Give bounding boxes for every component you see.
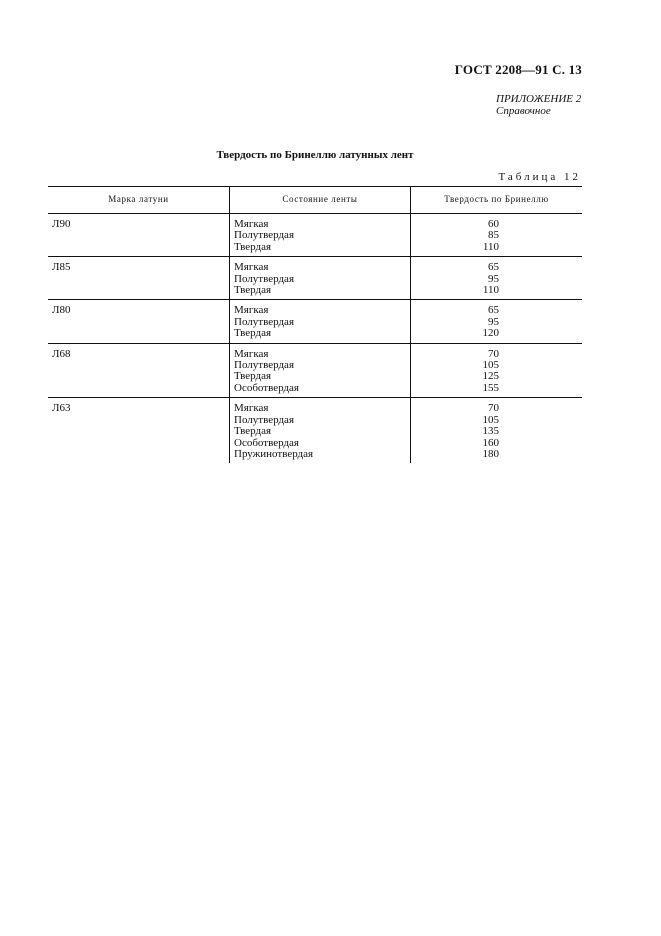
state-label: Полутвердая <box>234 229 295 242</box>
column-header-hardness: Твердость по Бринеллю <box>411 187 583 214</box>
hardness-value: 120 <box>482 327 499 340</box>
table-row <box>48 257 582 300</box>
hardness-value: 70 <box>488 402 499 415</box>
state-label: Пружинотвердая <box>234 447 314 460</box>
state-label: Мягкая <box>234 347 269 360</box>
state-label: Мягкая <box>234 261 269 274</box>
cell-grade: Л68 <box>48 343 230 398</box>
table-body <box>48 214 582 464</box>
page-header: ГОСТ 2208—91 С. 13 <box>454 62 582 77</box>
cell-hardness <box>411 257 583 300</box>
cell-hardness <box>411 398 583 464</box>
state-label: Мягкая <box>234 218 269 230</box>
appendix-label <box>496 93 581 117</box>
hardness-value: 95 <box>488 315 499 328</box>
state-label: Особотвердая <box>234 436 299 449</box>
appendix-subtitle: Справочное <box>496 105 551 117</box>
table-title: Твердость по Бринеллю латунных лент <box>216 149 414 161</box>
hardness-value: 95 <box>488 272 499 285</box>
cell-states <box>230 300 411 343</box>
table-header-row <box>48 187 582 214</box>
appendix-title: ПРИЛОЖЕНИЕ 2 <box>496 93 582 105</box>
hardness-value: 155 <box>482 381 499 394</box>
hardness-value: 65 <box>488 261 499 274</box>
column-header-grade: Марка латуни <box>48 187 230 214</box>
state-label: Твердая <box>234 425 272 438</box>
state-label: Особотвердая <box>234 381 299 394</box>
hardness-value: 135 <box>482 425 499 438</box>
state-label: Полутвердая <box>234 272 295 285</box>
hardness-value: 60 <box>488 218 499 230</box>
table-row <box>48 343 582 398</box>
hardness-value: 110 <box>482 284 499 297</box>
state-label: Мягкая <box>234 304 269 317</box>
hardness-value: 125 <box>482 370 499 383</box>
hardness-table <box>48 186 582 463</box>
state-label: Твердая <box>234 370 272 383</box>
state-label: Твердая <box>234 240 272 253</box>
state-label: Твердая <box>234 327 272 340</box>
cell-states <box>230 343 411 398</box>
cell-hardness <box>411 343 583 398</box>
table-number: Таблица 12 <box>498 171 581 183</box>
cell-states <box>230 398 411 464</box>
hardness-value: 105 <box>482 413 499 426</box>
table-row <box>48 214 582 257</box>
table-row <box>48 398 582 464</box>
hardness-value: 160 <box>482 436 499 449</box>
column-header-state: Состояние ленты <box>230 187 411 214</box>
hardness-value: 85 <box>488 229 499 242</box>
state-label: Мягкая <box>234 402 269 415</box>
cell-states <box>230 214 411 257</box>
cell-states <box>230 257 411 300</box>
cell-hardness <box>411 300 583 343</box>
hardness-value: 105 <box>482 359 499 372</box>
table-row <box>48 300 582 343</box>
hardness-value: 70 <box>488 347 499 360</box>
state-label: Полутвердая <box>234 315 295 328</box>
state-label: Твердая <box>234 284 272 297</box>
cell-grade: Л80 <box>48 300 230 343</box>
cell-hardness <box>411 214 583 257</box>
hardness-value: 180 <box>482 447 499 460</box>
cell-grade: Л85 <box>48 257 230 300</box>
state-label: Полутвердая <box>234 413 295 426</box>
hardness-value: 110 <box>482 240 499 253</box>
hardness-value: 65 <box>488 304 499 317</box>
state-label: Полутвердая <box>234 359 295 372</box>
cell-grade: Л63 <box>52 402 71 415</box>
cell-grade: Л90 <box>48 214 230 257</box>
